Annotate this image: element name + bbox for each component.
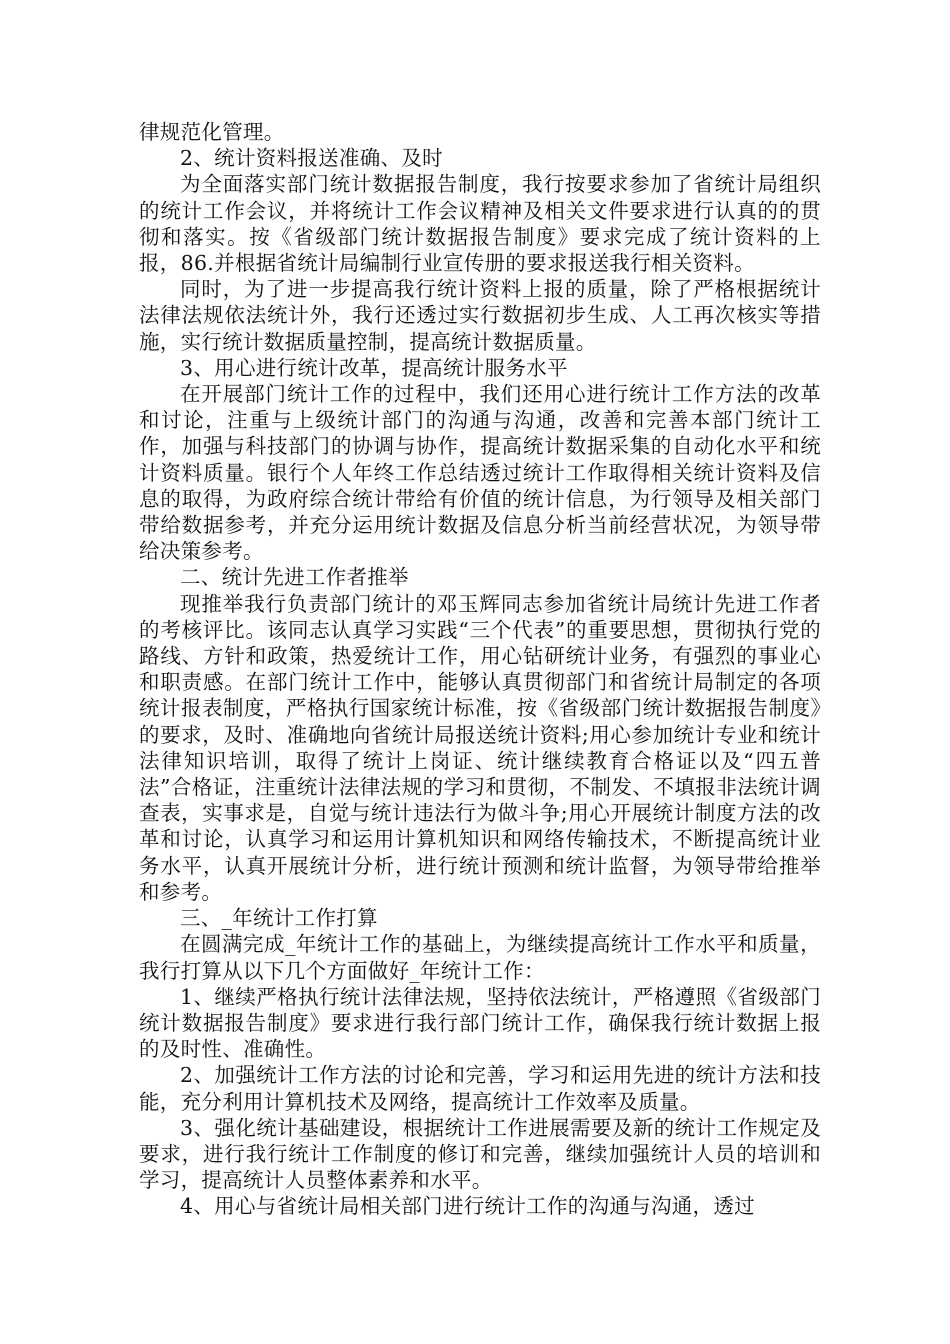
heading-advanced-worker: 二、统计先进工作者推举 [180,565,409,590]
plan-item-4: 4、用心与省统计局相关部门进行统计工作的沟通与沟通，透过 [180,1194,755,1219]
paragraph-3: 为全面落实部门统计数据报告制度，我行按要求参加了省统计局组织的统计工作会议，并将统计工作会议精神及相关文件要求进行认真的的贯彻和落实。按《省级部门统计数据报告制度》要求完成了统计资料的上报，86.并根据省统计局编制行业宣传册的要求报送我行相关资料。 [139,172,821,276]
paragraph-1: 律规范化管理。 [139,120,285,144]
document-body [139,119,821,1220]
heading-statistics-report-timely: 2、统计资料报送准确、及时 [180,146,443,171]
plan-item-3: 3、强化统计基础建设，根据统计工作进展需要及新的统计工作规定及要求，进行我行统计工作制度的修订和完善，继续加强统计人员的培训和学习，提高统计人员整体素养和水平。 [139,1115,821,1193]
plan-item-2: 2、加强统计工作方法的讨论和完善，学习和运用先进的统计方法和技能，充分利用计算机技术及网络，提高统计工作效率及质量。 [139,1063,821,1114]
paragraph-6: 在开展部门统计工作的过程中，我们还用心进行统计工作方法的改革和讨论，注重与上级统计部门的沟通与沟通，改善和完善本部门统计工作，加强与科技部门的协调与协作，提高统计数据采集的自动化水平和统计资料质量。银行个人年终工作总结透过统计工作取得相关统计资料及信息的取得，为政府综合统计带给有价值的统计信息，为行领导及相关部门带给数据参考，并充分运用统计数据及信息分析当前经营状况，为领导带给决策参考。 [139,382,821,564]
heading-work-plan: 三、_年统计工作打算 [180,906,378,931]
paragraph-10: 在圆满完成_年统计工作的基础上，为继续提高统计工作水平和质量，我行打算从以下几个方面做好_年统计工作： [139,932,821,983]
paragraph-8: 现推举我行负责部门统计的邓玉辉同志参加省统计局统计先进工作者的考核评比。该同志认真学习实践“三个代表”的重要思想，贯彻执行党的路线、方针和政策，热爱统计工作，用心钻研统计业务，有强烈的事业心和职责感。在部门统计工作中，能够认真贯彻部门和省统计局制定的各项统计报表制度，严格执行国家统计标准，按《省级部门统计数据报告制度》的要求，及时、准确地向省统计局报送统计资料;用心参加统计专业和统计法律知识培训，取得了统计上岗证、统计继续教育合格证以及“四五普法”合格证，注重统计法律法规的学习和贯彻，不制发、不填报非法统计调查表，实事求是，自觉与统计违法行为做斗争;用心开展统计制度方法的改革和讨论，认真学习和运用计算机知识和网络传输技术，不断提高统计业务水平，认真开展统计分析，进行统计预测和统计监督，为领导带给推举和参考。 [139,591,821,904]
plan-item-1: 1、继续严格执行统计法律法规，坚持依法统计，严格遵照《省级部门统计数据报告制度》要求进行我行部门统计工作，确保我行统计数据上报的及时性、准确性。 [139,984,821,1062]
heading-statistics-reform: 3、用心进行统计改革，提高统计服务水平 [180,355,568,380]
paragraph-4: 同时，为了进一步提高我行统计资料上报的质量，除了严格根据统计法律法规依法统计外，我行还透过实行数据初步生成、人工再次核实等措施，实行统计数据质量控制，提高统计数据质量。 [139,277,821,354]
